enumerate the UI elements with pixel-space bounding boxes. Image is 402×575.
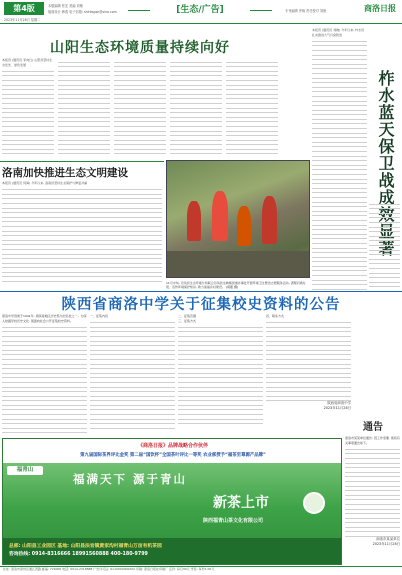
paper-logo: 商洛日报: [364, 3, 396, 13]
editor-line: 本版编辑 张宏 美编 刘敏: [48, 4, 83, 8]
ad-address-line: 总部: 山阳县工业园区 基地: 山阳县法官镇黄家沟村福青山万亩有机茶园: [9, 544, 162, 549]
notice-intro: 商洛中学创建于1941年, 是陕南地区历史悠久的名校之一。为深入挖掘学校历史文化, 现面向社会公开征集校史资料。: [2, 314, 87, 323]
notice-title: 陕西省商洛中学关于征集校史资料的公告: [61, 297, 341, 313]
photo-figure-3: [237, 206, 251, 246]
photo-caption-text: 11月中旬, 丹凤县生态环境分局联合丹凤县龙驹寨街道办事处开展环境卫生整治志愿服务活动, 清理河道垃圾、宣传环境保护知识, 助力美丽乡村建设。: [166, 281, 306, 289]
article3-column-1: [312, 28, 367, 290]
article3-column-2: [369, 200, 400, 290]
header-dash-left: [128, 10, 150, 11]
article1-column-5: [226, 58, 278, 158]
tea-cup-icon: [303, 492, 325, 514]
article1-title: 山阳生态环境质量持续向好: [50, 40, 230, 56]
notice-signer: 陕西省商洛中学: [327, 401, 351, 406]
date-line: 2023年11月28日 星期二: [4, 18, 41, 22]
ad-top-line: 《商洛日报》品牌战略合作伙伴: [137, 443, 208, 449]
header-dash-right: [250, 10, 272, 11]
notice-column-4: [266, 314, 351, 434]
notice-item-3: 三、征集方式: [178, 318, 197, 323]
side-notice-body: [345, 436, 400, 564]
notice-rule: [0, 291, 402, 292]
ad-phone-line: 咨询热线: 0914-8316666 18991560888 400-180-9799: [9, 552, 148, 557]
article3-title: 柞水蓝天保卫战成效显著: [376, 70, 395, 257]
notice-column-3: [178, 314, 263, 434]
side-notice-date: 2023年11月28日: [372, 541, 400, 546]
article1-column-4: [170, 58, 222, 158]
header-mid-small: 专刊编辑 齐焕 责任校对 刘艳: [285, 9, 327, 13]
notice-sign-date: 2023年11月28日: [323, 405, 351, 410]
news-photo: [166, 160, 310, 278]
photo-ground: [167, 251, 310, 278]
side-notice-signer: 商洛市某某单位: [376, 537, 400, 542]
article1-column-2: [58, 58, 110, 158]
header-rule: [0, 23, 402, 24]
notice-column-1: [2, 314, 87, 434]
photo-figure-4: [262, 196, 277, 244]
footer-info: 社址: 商洛市商州区通江西路 邮编: 726000 电话: 0914-2318888 广告许可证: 6110004000002 印刷: 商洛日报社印刷厂 定价: 每月30元 零售: 每份1.00元: [3, 567, 215, 571]
article1-column-3: [114, 58, 166, 158]
notice-item-2: 二、征集范围: [178, 314, 197, 318]
ad-company: 陕西福青山茶文化有限公司: [203, 518, 264, 524]
ad-slogan: 福满天下 源于青山: [73, 472, 188, 486]
article2-body: [2, 181, 162, 286]
side-notice-title: 通告: [363, 422, 383, 433]
notice-item-1: 一、征集内容: [90, 314, 109, 318]
article2-byline: 本报讯 (通讯员 何海) 今年以来, 洛南县坚持生态保护与修复并重: [2, 181, 88, 185]
contact-line: 版面设计 韩燕 电子信箱: shlrbsgsh@sina.com: [48, 10, 117, 14]
article2-rule: [0, 161, 164, 162]
article2-title: 洛南加快推进生态文明建设: [2, 167, 128, 179]
side-notice-text: 商洛市某某单位通告: 因工作需要, 现将有关事项通告如下。: [345, 436, 400, 445]
ad-brand-logo: 福青山: [7, 466, 43, 475]
photo-caption: [166, 281, 310, 289]
photo-credit: (胡瑾 摄): [225, 285, 239, 289]
article1-byline: 本报讯 (通讯员 李向红) 山阳县坚持生态优先、绿色发展: [2, 58, 53, 67]
page-number: 第4版: [4, 2, 44, 15]
tea-advertisement: [2, 438, 342, 565]
article3-byline: 本报讯 (通讯员 刘晓) 今年以来, 柞水县扎实推进大气污染防治: [312, 28, 365, 37]
ad-awards-line: 第九届国际茶界评比金奖 第二届“国饮杯”全国茶叶评比一等奖 农业部授予“福茶至尊源产品牌”: [80, 453, 266, 458]
section-title: [生态/广告]: [176, 5, 224, 15]
ad-product-name: 新茶上市: [213, 495, 269, 511]
notice-item-4: 四、联系方式: [266, 314, 285, 318]
notice-column-2: [90, 314, 175, 434]
photo-figure-1: [187, 201, 201, 241]
photo-figure-2: [212, 191, 228, 241]
article1-column-1: [2, 58, 54, 158]
